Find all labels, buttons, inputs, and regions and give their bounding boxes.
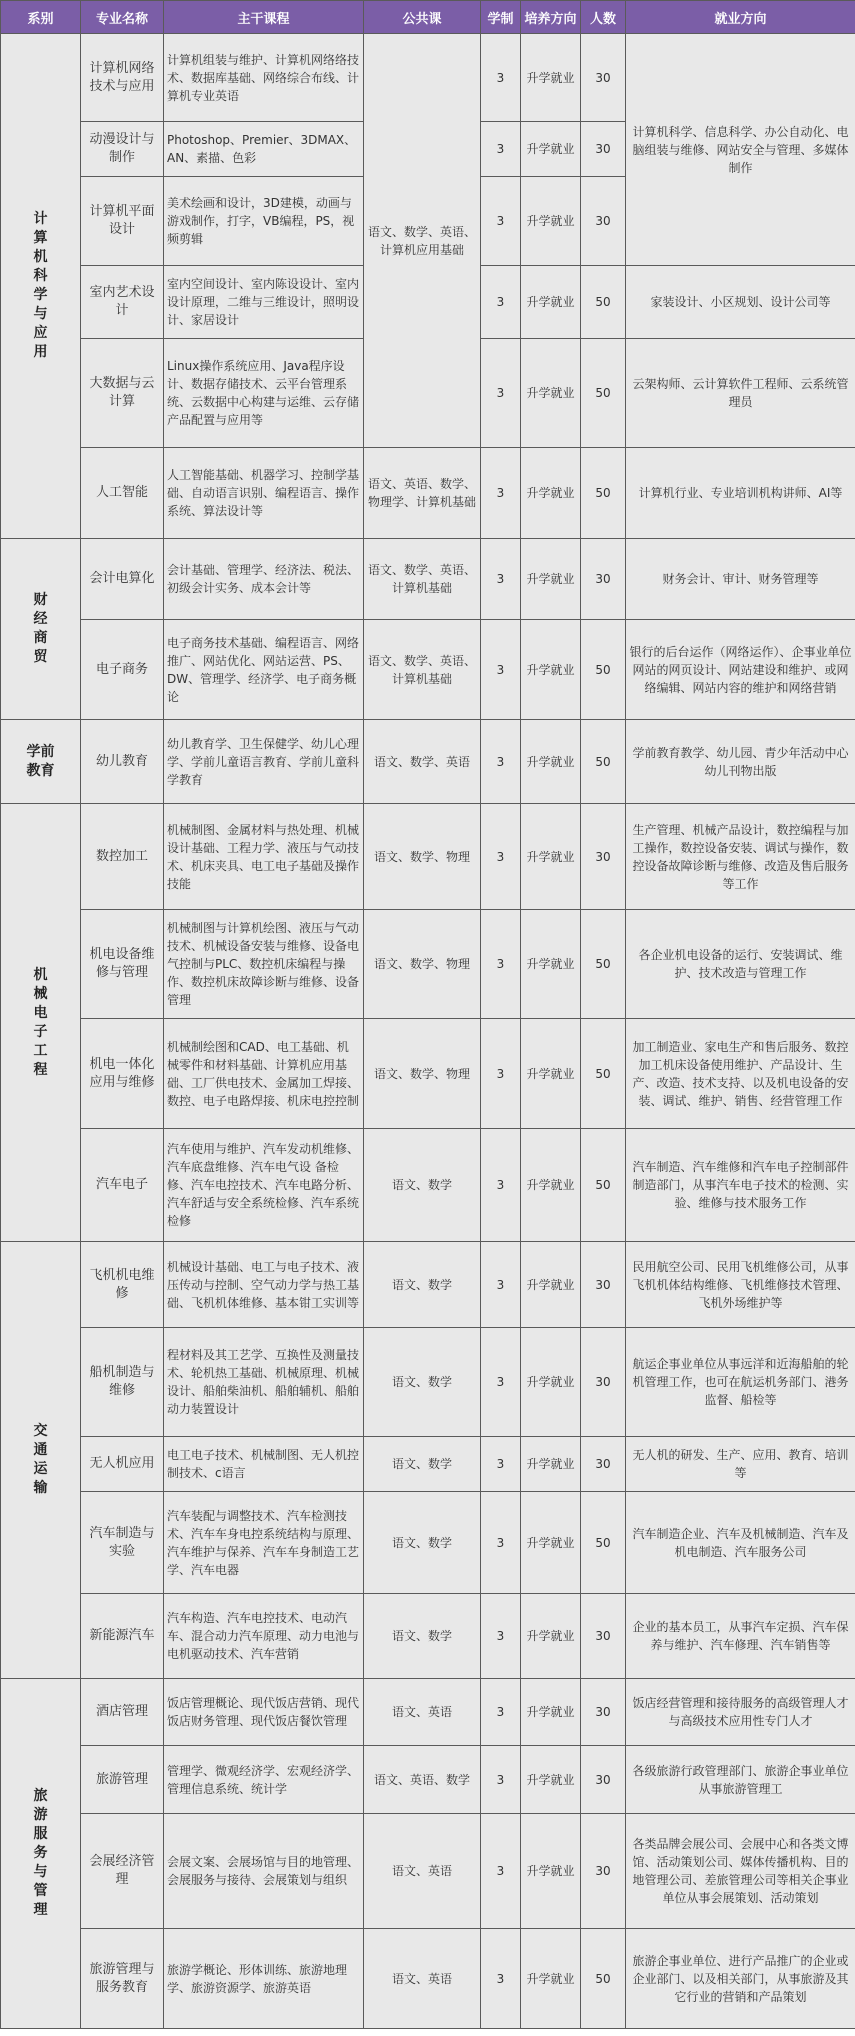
major-name: 会展经济管理 — [81, 1814, 164, 1929]
series-tour: 旅游服务与管理 — [1, 1679, 81, 2029]
jobs: 各类品牌会展公司、会展中心和各类文博馆、活动策划公司、媒体传播机构、目的地管理公司、差旅管理公司等相关企事业单位从事会展策划、活动策划 — [626, 1814, 855, 1929]
public-courses: 语文、数学 — [364, 1129, 481, 1242]
direction: 升学就业 — [521, 1814, 581, 1929]
jobs: 饭店经营管理和接待服务的高级管理人才与高级技术应用性专门人才 — [626, 1679, 855, 1746]
years: 3 — [481, 1594, 521, 1679]
major-name: 室内艺术设计 — [81, 266, 164, 339]
jobs: 汽车制造、汽车维修和汽车电子控制部件制造部门，从事汽车电子技术的检测、实验、维修与技术服务工作 — [626, 1129, 855, 1242]
header-years: 学制 — [481, 1, 521, 34]
jobs: 企业的基本员工，从事汽车定损、汽车保养与维护、汽车修理、汽车销售等 — [626, 1594, 855, 1679]
jobs: 旅游企事业单位、进行产品推广的企业或企业部门、以及相关部门，从事旅游及其它行业的营销和产品策划 — [626, 1929, 855, 2029]
series-fin: 财经商贸 — [1, 539, 81, 720]
major-name: 飞机机电维修 — [81, 1242, 164, 1328]
major-name: 旅游管理与服务教育 — [81, 1929, 164, 2029]
jobs: 学前教育教学、幼儿园、青少年活动中心幼儿刊物出版 — [626, 720, 855, 804]
major-name: 大数据与云计算 — [81, 339, 164, 448]
table-row — [1, 1019, 855, 1129]
count: 30 — [581, 1746, 626, 1814]
direction: 升学就业 — [521, 1019, 581, 1129]
major-name: 无人机应用 — [81, 1437, 164, 1492]
courses: 汽车装配与调整技术、汽车检测技术、汽车车身电控系统结构与原理、汽车维护与保养、汽车车身制造工艺学、汽车电器 — [164, 1492, 364, 1594]
table-row — [1, 1492, 855, 1594]
years: 3 — [481, 1129, 521, 1242]
table-row — [1, 1129, 855, 1242]
count: 50 — [581, 266, 626, 339]
count: 30 — [581, 122, 626, 177]
count: 30 — [581, 1594, 626, 1679]
jobs: 各企业机电设备的运行、安装调试、维护、技术改造与管理工作 — [626, 910, 855, 1019]
direction: 升学就业 — [521, 620, 581, 720]
years: 3 — [481, 1814, 521, 1929]
years: 3 — [481, 1328, 521, 1437]
count: 30 — [581, 1437, 626, 1492]
years: 3 — [481, 720, 521, 804]
courses: 电子商务技术基础、编程语言、网络推广、网站优化、网站运营、PS、DW、管理学、经济学、电子商务概论 — [164, 620, 364, 720]
direction: 升学就业 — [521, 1492, 581, 1594]
direction: 升学就业 — [521, 266, 581, 339]
years: 3 — [481, 1492, 521, 1594]
direction: 升学就业 — [521, 1242, 581, 1328]
public-courses: 语文、数学、英语、计算机应用基础 — [364, 34, 481, 448]
major-name: 船机制造与维修 — [81, 1328, 164, 1437]
direction: 升学就业 — [521, 1929, 581, 2029]
public-courses: 语文、数学、英语、计算机基础 — [364, 620, 481, 720]
courses: Linux操作系统应用、Java程序设计、数据存储技术、云平台管理系统、云数据中心构建与运维、云存储产品配置与应用等 — [164, 339, 364, 448]
courses: 程材料及其工艺学、互换性及测量技术、轮机热工基础、机械原理、机械设计、船舶柴油机、船舶辅机、船舶动力装置设计 — [164, 1328, 364, 1437]
courses: 会计基础、管理学、经济法、税法、初级会计实务、成本会计等 — [164, 539, 364, 620]
jobs: 家装设计、小区规划、设计公司等 — [626, 266, 855, 339]
years: 3 — [481, 1746, 521, 1814]
years: 3 — [481, 34, 521, 122]
count: 50 — [581, 1129, 626, 1242]
jobs: 云架构师、云计算软件工程师、云系统管理员 — [626, 339, 855, 448]
jobs: 财务会计、审计、财务管理等 — [626, 539, 855, 620]
public-courses: 语文、英语 — [364, 1814, 481, 1929]
public-courses: 语文、英语、数学 — [364, 1746, 481, 1814]
public-courses: 语文、英语 — [364, 1679, 481, 1746]
courses: 会展文案、会展场馆与目的地管理、会展服务与接待、会展策划与组织 — [164, 1814, 364, 1929]
courses: 汽车构造、汽车电控技术、电动汽车、混合动力汽车原理、动力电池与电机驱动技术、汽车营销 — [164, 1594, 364, 1679]
public-courses: 语文、数学、物理 — [364, 910, 481, 1019]
major-name: 动漫设计与制作 — [81, 122, 164, 177]
public-courses: 语文、数学、物理 — [364, 1019, 481, 1129]
major-name: 电子商务 — [81, 620, 164, 720]
years: 3 — [481, 339, 521, 448]
direction: 升学就业 — [521, 539, 581, 620]
jobs: 银行的后台运作（网络运作）、企事业单位网站的网页设计、网站建设和维护、或网络编辑、网站内容的维护和网络营销 — [626, 620, 855, 720]
courses: Photoshop、Premier、3DMAX、AN、素描、色彩 — [164, 122, 364, 177]
count: 30 — [581, 539, 626, 620]
jobs: 无人机的研发、生产、应用、教育、培训等 — [626, 1437, 855, 1492]
direction: 升学就业 — [521, 448, 581, 539]
years: 3 — [481, 804, 521, 910]
years: 3 — [481, 539, 521, 620]
count: 30 — [581, 1242, 626, 1328]
direction: 升学就业 — [521, 1594, 581, 1679]
header-series: 系别 — [1, 1, 81, 34]
jobs: 民用航空公司、民用飞机维修公司，从事飞机机体结构维修、飞机维修技术管理、飞机外场维护等 — [626, 1242, 855, 1328]
jobs: 生产管理、机械产品设计，数控编程与加工操作，数控设备安装、调试与操作，数控设备故障诊断与维修、改造及售后服务等工作 — [626, 804, 855, 910]
table-row — [1, 1929, 855, 2029]
table-row — [1, 1594, 855, 1679]
years: 3 — [481, 1242, 521, 1328]
major-name: 计算机平面设计 — [81, 177, 164, 266]
table-row — [1, 620, 855, 720]
series-cs: 计算机科学与应用 — [1, 34, 81, 539]
direction: 升学就业 — [521, 122, 581, 177]
courses: 电工电子技术、机械制图、无人机控制技术、c语言 — [164, 1437, 364, 1492]
count: 50 — [581, 1492, 626, 1594]
series-trans: 交通运输 — [1, 1242, 81, 1679]
jobs: 计算机科学、信息科学、办公自动化、电脑组装与维修、网站安全与管理、多媒体制作 — [626, 34, 855, 266]
direction: 升学就业 — [521, 910, 581, 1019]
header-courses: 主干课程 — [164, 1, 364, 34]
public-courses: 语文、数学 — [364, 1328, 481, 1437]
public-courses: 语文、数学、英语 — [364, 720, 481, 804]
public-courses: 语文、数学、物理 — [364, 804, 481, 910]
major-name: 机电设备维修与管理 — [81, 910, 164, 1019]
major-name: 旅游管理 — [81, 1746, 164, 1814]
major-name: 幼儿教育 — [81, 720, 164, 804]
major-name: 酒店管理 — [81, 1679, 164, 1746]
major-name: 机电一体化应用与维修 — [81, 1019, 164, 1129]
direction: 升学就业 — [521, 1679, 581, 1746]
years: 3 — [481, 910, 521, 1019]
direction: 升学就业 — [521, 1746, 581, 1814]
table-row — [1, 448, 855, 539]
courses: 机械制绘图和CAD、电工基础、机械零件和材料基础、计算机应用基础、工厂供电技术、金属加工焊接、数控、电子电路焊接、机床电控控制 — [164, 1019, 364, 1129]
header-public: 公共课 — [364, 1, 481, 34]
table-row — [1, 1242, 855, 1328]
header-direction: 培养方向 — [521, 1, 581, 34]
courses: 机械制图、金属材料与热处理、机械设计基础、工程力学、液压与气动技术、机床夹具、电工电子基础及操作技能 — [164, 804, 364, 910]
courses: 幼儿教育学、卫生保健学、幼儿心理学、学前儿童语言教育、学前儿童科学教育 — [164, 720, 364, 804]
table-row — [1, 1679, 855, 1746]
count: 30 — [581, 177, 626, 266]
count: 50 — [581, 620, 626, 720]
table-row — [1, 804, 855, 910]
header-row — [1, 1, 855, 34]
courses: 饭店管理概论、现代饭店营销、现代饭店财务管理、现代饭店餐饮管理 — [164, 1679, 364, 1746]
years: 3 — [481, 266, 521, 339]
public-courses: 语文、数学、英语、计算机基础 — [364, 539, 481, 620]
direction: 升学就业 — [521, 804, 581, 910]
courses: 美术绘画和设计，3D建模，动画与游戏制作，打字，VB编程，PS，视频剪辑 — [164, 177, 364, 266]
major-name: 人工智能 — [81, 448, 164, 539]
jobs: 计算机行业、专业培训机构讲师、AI等 — [626, 448, 855, 539]
table-row — [1, 1437, 855, 1492]
public-courses: 语文、数学 — [364, 1492, 481, 1594]
direction: 升学就业 — [521, 339, 581, 448]
courses: 室内空间设计、室内陈设设计、室内设计原理，二维与三维设计，照明设计、家居设计 — [164, 266, 364, 339]
major-name: 计算机网络技术与应用 — [81, 34, 164, 122]
series-mech: 机械电子工程 — [1, 804, 81, 1242]
courses: 人工智能基础、机器学习、控制学基础、自动语言识别、编程语言、操作系统、算法设计等 — [164, 448, 364, 539]
public-courses: 语文、数学 — [364, 1594, 481, 1679]
jobs: 加工制造业、家电生产和售后服务、数控加工机床设备使用维护、产品设计、生产、改造、技术支持、以及机电设备的安装、调试、维护、销售、经营管理工作 — [626, 1019, 855, 1129]
public-courses: 语文、数学 — [364, 1437, 481, 1492]
major-name: 会计电算化 — [81, 539, 164, 620]
years: 3 — [481, 1437, 521, 1492]
courses: 机械设计基础、电工与电子技术、液压传动与控制、空气动力学与热工基础、飞机机体维修、基本钳工实训等 — [164, 1242, 364, 1328]
public-courses: 语文、数学 — [364, 1242, 481, 1328]
direction: 升学就业 — [521, 1328, 581, 1437]
count: 30 — [581, 804, 626, 910]
public-courses: 语文、英语 — [364, 1929, 481, 2029]
count: 30 — [581, 1328, 626, 1437]
jobs: 汽车制造企业、汽车及机械制造、汽车及机电制造、汽车服务公司 — [626, 1492, 855, 1594]
table-row — [1, 720, 855, 804]
years: 3 — [481, 122, 521, 177]
count: 30 — [581, 1814, 626, 1929]
years: 3 — [481, 1929, 521, 2029]
count: 30 — [581, 1679, 626, 1746]
courses: 旅游学概论、形体训练、旅游地理学、旅游资源学、旅游英语 — [164, 1929, 364, 2029]
years: 3 — [481, 448, 521, 539]
table-row — [1, 34, 855, 122]
count: 50 — [581, 339, 626, 448]
direction: 升学就业 — [521, 1129, 581, 1242]
courses: 计算机组装与维护、计算机网络络技术、数据库基础、网络综合布线、计算机专业英语 — [164, 34, 364, 122]
major-name: 汽车电子 — [81, 1129, 164, 1242]
count: 50 — [581, 720, 626, 804]
years: 3 — [481, 620, 521, 720]
direction: 升学就业 — [521, 177, 581, 266]
direction: 升学就业 — [521, 1437, 581, 1492]
direction: 升学就业 — [521, 720, 581, 804]
jobs: 航运企事业单位从事远洋和近海船舶的轮机管理工作，也可在航运机务部门、港务 监督、船检等 — [626, 1328, 855, 1437]
jobs: 各级旅游行政管理部门、旅游企事业单位从事旅游管理工 — [626, 1746, 855, 1814]
header-jobs: 就业方向 — [626, 1, 855, 34]
direction: 升学就业 — [521, 34, 581, 122]
table-row — [1, 1814, 855, 1929]
courses: 机械制图与计算机绘图、液压与气动技术、机械设备安装与维修、设备电气控制与PLC、数控机床编程与操作、数控机床故障诊断与维修、设备管理 — [164, 910, 364, 1019]
major-name: 汽车制造与实验 — [81, 1492, 164, 1594]
header-major: 专业名称 — [81, 1, 164, 34]
years: 3 — [481, 1679, 521, 1746]
years: 3 — [481, 1019, 521, 1129]
count: 50 — [581, 1019, 626, 1129]
table-row — [1, 910, 855, 1019]
public-courses: 语文、英语、数学、物理学、计算机基础 — [364, 448, 481, 539]
major-name: 新能源汽车 — [81, 1594, 164, 1679]
major-name: 数控加工 — [81, 804, 164, 910]
courses: 管理学、微观经济学、宏观经济学、管理信息系统、统计学 — [164, 1746, 364, 1814]
years: 3 — [481, 177, 521, 266]
table-row — [1, 1328, 855, 1437]
table-row — [1, 539, 855, 620]
count: 50 — [581, 910, 626, 1019]
courses: 汽车使用与维护、汽车发动机维修、汽车底盘维修、汽车电气设 备检修、汽车电控技术、汽车电路分析、汽车舒适与安全系统检修、汽车系统检修 — [164, 1129, 364, 1242]
header-count: 人数 — [581, 1, 626, 34]
count: 50 — [581, 1929, 626, 2029]
count: 50 — [581, 448, 626, 539]
count: 30 — [581, 34, 626, 122]
series-pre: 学前教育 — [1, 720, 81, 804]
table-row — [1, 1746, 855, 1814]
